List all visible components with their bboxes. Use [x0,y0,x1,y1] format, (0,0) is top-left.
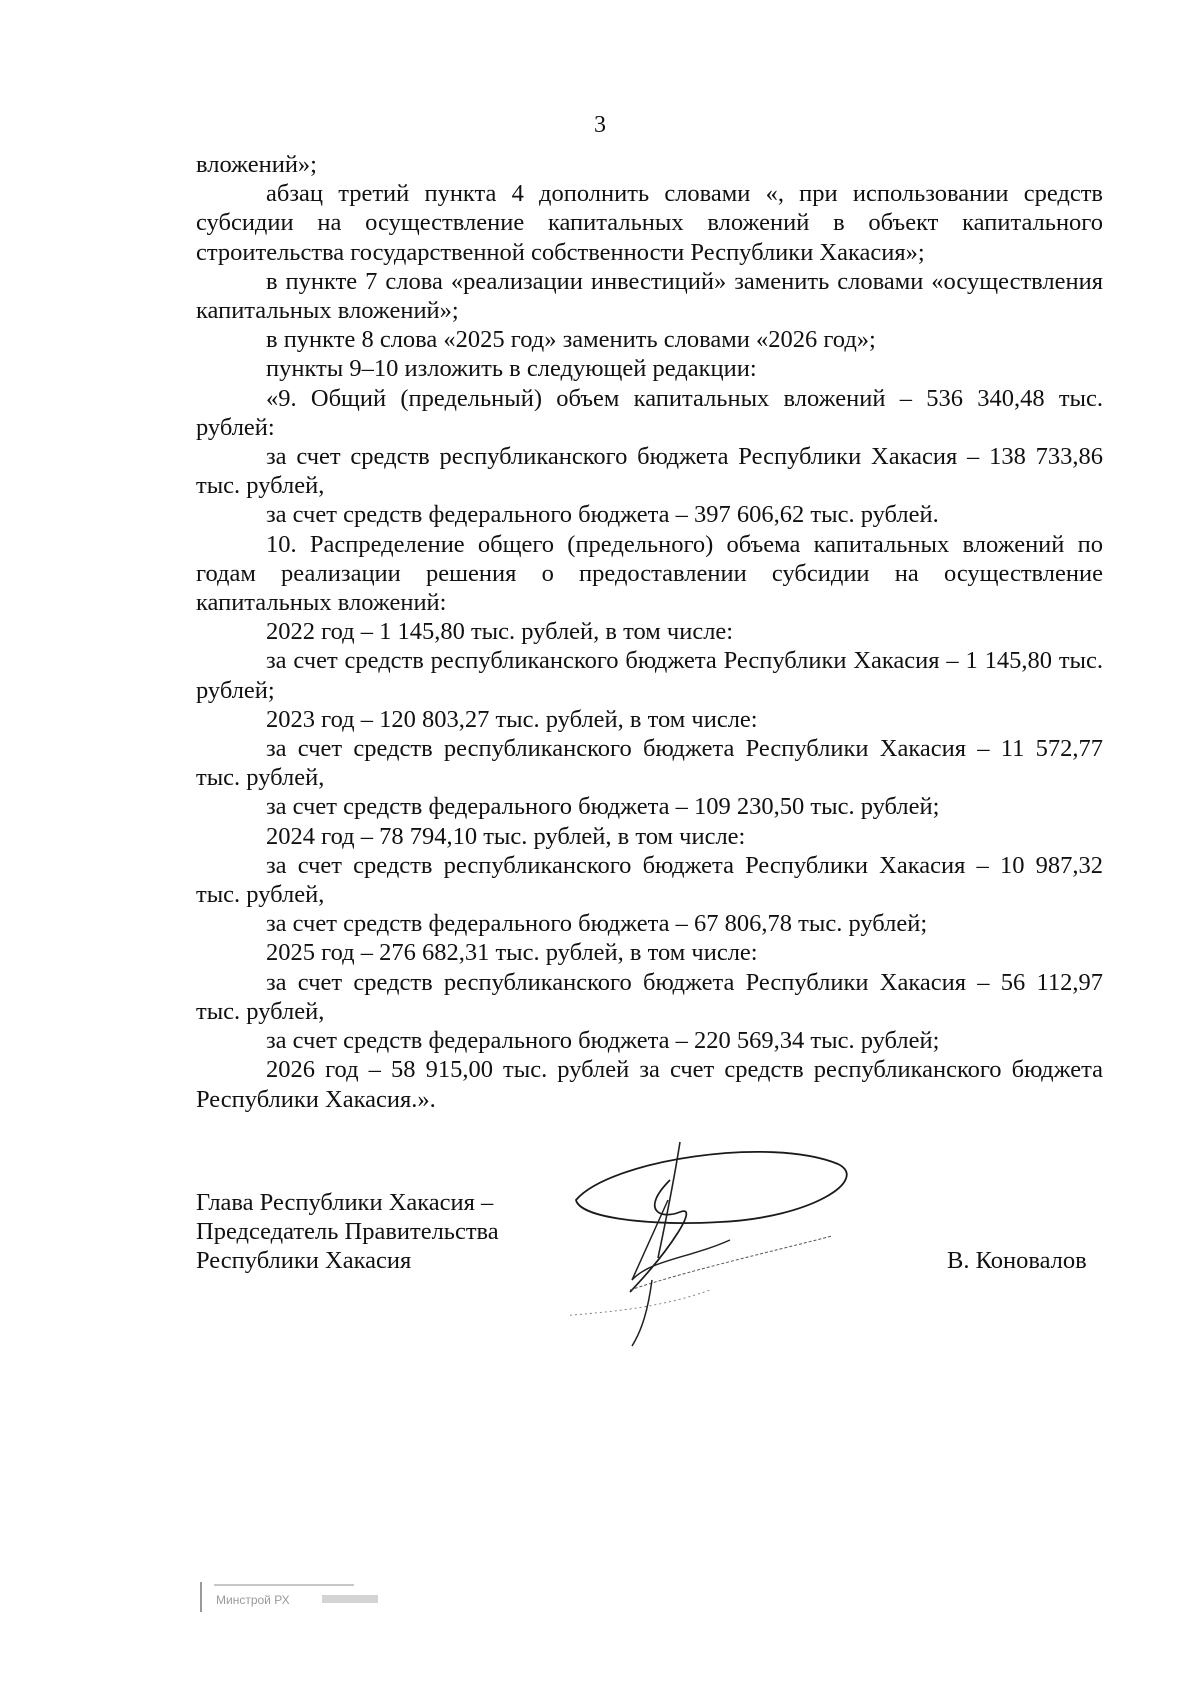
document-paragraph: 2025 год – 276 682,31 тыс. рублей, в том числе: [266,939,758,967]
document-paragraph: за счет средств федерального бюджета – 109 230,50 тыс. рублей; [266,793,940,821]
document-paragraph: в пункте 8 слова «2025 год» заменить словами «2026 год»; [266,326,876,354]
document-paragraph: за счет средств республиканского бюджета Республики Хакасия – 138 733,86 тыс. рублей, [196,443,1103,500]
stamp-text: Минстрой РХ [216,1593,290,1607]
document-paragraph: за счет средств республиканского бюджета Республики Хакасия – 11 572,77 тыс. рублей, [196,735,1103,792]
document-paragraph: 2024 год – 78 794,10 тыс. рублей, в том числе: [266,822,746,850]
document-paragraph: «9. Общий (предельный) объем капитальных вложений – 536 340,48 тыс. рублей: [196,384,1103,441]
signatory-title-line-2: Председатель Правительства [196,1218,499,1246]
document-paragraph: 10. Распределение общего (предельного) объема капитальных вложений по годам реализации решения о предоставлении субсидии на осуществление капитальных вложений: [196,530,1103,617]
signatory-title-line-1: Глава Республики Хакасия – [196,1189,494,1216]
document-body [196,150,1103,1114]
document-paragraph: пункты 9–10 изложить в следующей редакции: [266,355,757,383]
document-paragraph: 2023 год – 120 803,27 тыс. рублей, в том числе: [266,705,758,733]
signatory-title-line-3: Республики Хакасия [196,1247,412,1275]
signatory-name: В. Коновалов [947,1247,1087,1274]
document-paragraph: за счет средств республиканского бюджета Республики Хакасия – 1 145,80 тыс. рублей; [196,647,1103,704]
document-paragraph: за счет средств республиканского бюджета Республики Хакасия – 56 112,97 тыс. рублей, [196,968,1103,1025]
registration-stamp [200,1580,430,1616]
document-paragraph: за счет средств федерального бюджета – 220 569,34 тыс. рублей; [266,1027,940,1055]
signatory-title [196,1188,499,1276]
document-paragraph: 2026 год – 58 915,00 тыс. рублей за счет средств республиканского бюджета Республики Хакасия.». [196,1056,1103,1113]
document-paragraph: за счет средств федерального бюджета – 397 606,62 тыс. рублей. [266,501,939,529]
document-paragraph: в пункте 7 слова «реализации инвестиций» заменить словами «осуществления капитальных вложений»; [196,267,1103,325]
document-paragraph: 2022 год – 1 145,80 тыс. рублей, в том числе: [266,618,734,646]
document-paragraph: вложений»; [196,151,317,178]
document-paragraph: за счет средств республиканского бюджета Республики Хакасия – 10 987,32 тыс. рублей, [196,851,1103,909]
page-number: 3 [594,112,606,138]
handwritten-signature [570,1140,890,1360]
document-paragraph: за счет средств федерального бюджета – 67 806,78 тыс. рублей; [266,910,928,938]
document-paragraph: абзац третий пункта 4 дополнить словами «, при использовании средств субсидии на осуществление капитальных вложений в объект капитального строительства государственной собственности Республики Хакасия»; [196,180,1103,266]
